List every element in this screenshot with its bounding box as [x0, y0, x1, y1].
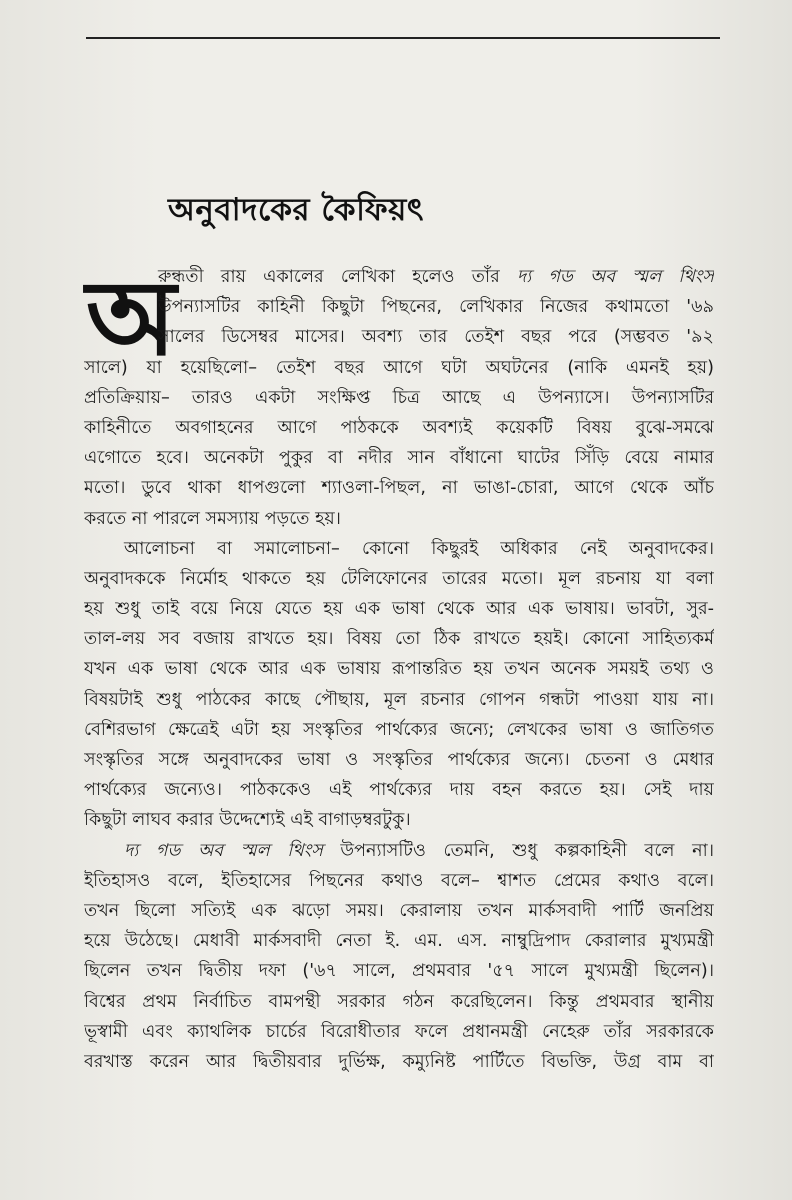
text-line: কিছুটা লাঘব করার উদ্দেশ্যেই এই বাগাড়ম্বরটুকু। [84, 810, 411, 831]
text-line: করতে না পারলে সমস্যায় পড়তে হয়। [84, 508, 341, 529]
text-line: দ্য গড অব স্মল থিংস উপন্যাসটিও তেমনি, শুধু কল্পকাহিনী বলে না। [124, 840, 714, 861]
text-line: বিশ্বের প্রথম নির্বাচিত বামপন্থী সরকার গঠন করেছিলেন। কিন্তু প্রথমবার স্থানীয় [84, 991, 714, 1012]
text-line: ছিলেন তখন দ্বিতীয় দফা ('৬৭ সালে, প্রথমবার '৫৭ সালে মুখ্যমন্ত্রী ছিলেন)। [84, 961, 714, 982]
chapter-title: অনুবাদকের কৈফিয়ৎ [168, 192, 424, 228]
text-line: আলোচনা বা সমালোচনা– কোনো কিছুরই অধিকার নেই অনুবাদকের। [124, 538, 714, 559]
drop-cap: অ [86, 256, 177, 379]
text-line: সংস্কৃতির সঙ্গে অনুবাদকের ভাষা ও সংস্কৃতির পার্থক্যের জন্যে। চেতনা ও মেধার [84, 750, 714, 770]
text-line: পার্থক্যের জন্যেও। পাঠককেও এই পার্থক্যের দায় বহন করতে হয়। সেই দায় [84, 780, 714, 801]
text-line: যখন এক ভাষা থেকে আর এক ভাষায় রূপান্তরিত হয় তখন অনেক সময়ই তথ্য ও [84, 659, 714, 680]
text-line: তখন ছিলো সত্যিই এক ঝড়ো সময়। কেরালায় তখন মার্কসবাদী পার্টি জনপ্রিয় [84, 900, 714, 921]
text-line: সালের ডিসেম্বর মাসের। অবশ্য তার তেইশ বছর পরে (সম্ভবত '৯২ [158, 327, 714, 348]
text-line: তাল-লয় সব বজায় রাখতে হয়। বিষয় তো ঠিক রাখতে হয়ই। কোনো সাহিত্যকর্ম [84, 629, 714, 650]
text-line: বেশিরভাগ ক্ষেত্রেই এটা হয় সংস্কৃতির পার্থক্যের জন্যে; লেখকের ভাষা ও জাতিগত [84, 719, 714, 740]
text-line: রুন্ধতী রায় একালের লেখিকা হলেও তাঁর দ্য গড অব স্মল থিংস [158, 267, 714, 287]
book-title-italic: দ্য গড অব স্মল থিংস [516, 267, 714, 287]
text-line: বিষয়টাই শুধু পাঠকের কাছে পৌছায়, মূল রচনার গোপন গন্ধটা পাওয়া যায় না। [84, 689, 714, 710]
text-line: হয় শুধু তাই বয়ে নিয়ে যেতে হয় এক ভাষা থেকে আর এক ভাষায়। ভাবটা, সুর- [84, 599, 714, 620]
text-line: হয়ে উঠেছে। মেধাবী মার্কসবাদী নেতা ই. এম. এস. নাম্বুদ্রিপাদ কেরালার মুখ্যমন্ত্রী [84, 931, 714, 952]
text-line: অনুবাদককে নির্মোহ থাকতে হয় টেলিফোনের তারের মতো। মূল রচনায় যা বলা [84, 568, 714, 589]
text-line: কাহিনীতে অবগাহনের আগে পাঠককে অবশ্যই কয়েকটি বিষয় বুঝে-সমঝে [84, 417, 714, 438]
text-line: উপন্যাসটির কাহিনী কিছুটা পিছনের, লেখিকার নিজের কথামতো '৬৯ [158, 297, 714, 318]
text-line: ভূস্বামী এবং ক্যাথলিক চার্চের বিরোধীতার ফলে প্রধানমন্ত্রী নেহেরু তাঁর সরকারকে [84, 1021, 714, 1042]
body-text [84, 256, 714, 1077]
text-line: প্রতিক্রিয়ায়– তারও একটা সংক্ষিপ্ত চিত্র আছে এ উপন্যাসে। উপন্যাসটির [84, 387, 714, 408]
text-line: এগোতে হবে। অনেকটা পুকুর বা নদীর সান বাঁধানো ঘাটের সিঁড়ি বেয়ে নামার [84, 448, 714, 469]
book-title-italic: দ্য গড অব স্মল থিংস [124, 840, 323, 861]
text-line: সালে) যা হয়েছিলো– তেইশ বছর আগে ঘটা অঘটনের (নাকি এমনই হয়) [84, 357, 714, 378]
text-line: মতো। ডুবে থাকা ধাপগুলো শ্যাওলা-পিছল, না ভাঙা-চোরা, আগে থেকে আঁচ [84, 478, 714, 499]
text-line: বরখাস্ত করেন আর দ্বিতীয়বার দুর্ভিক্ষ, কম্যুনিষ্ট পার্টিতে বিভক্তি, উগ্র বাম বা [84, 1051, 714, 1072]
text-line: ইতিহাসও বলে, ইতিহাসের পিছনের কথাও বলে– শ্বাশত প্রেমের কথাও বলে। [84, 870, 714, 891]
header-rule [86, 37, 720, 39]
